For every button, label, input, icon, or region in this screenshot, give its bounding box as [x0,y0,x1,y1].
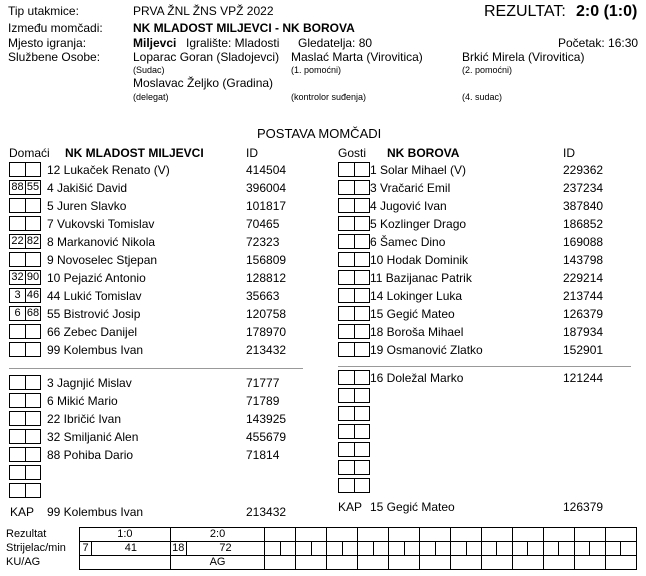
in-minute-box [338,162,354,177]
out-minute-box [25,447,41,462]
fourth-official-role: (4. sudac) [462,92,503,102]
in-minute-box [9,342,25,357]
in-minute-box [338,442,354,457]
player-id: 156809 [246,253,287,267]
scorer-min-cell: 41 [92,542,171,556]
player-id: 126379 [563,307,604,321]
player-id: 120758 [246,307,287,321]
out-minute-box [25,483,41,498]
player-id: 229214 [563,271,604,285]
out-minute-box: 46 [26,289,40,301]
in-minute-box [338,406,354,421]
player-id: 143798 [563,253,604,267]
referee: Loparac Goran (Sladojevci) [133,50,280,64]
player-name: 99 Kolembus Ivan [47,343,144,357]
player-id: 387840 [563,199,604,213]
player-name: 4 Jakišić David [47,181,128,195]
home-side-label: Domaći [9,146,50,160]
result-score: 2:0 (1:0) [576,3,638,20]
controller-role: (kontrolor suđenja) [291,92,367,102]
score-cell: 1:0 [80,528,171,542]
player-id: 143925 [246,412,287,426]
out-minute-box [354,288,370,303]
out-minute-box [354,198,370,213]
out-minute-box [354,342,370,357]
player-id: 72323 [246,235,280,249]
delegate-role: (delegat) [133,92,169,102]
out-minute-box [25,393,41,408]
out-minute-box [354,370,370,385]
player-name: 88 Pohiba Dario [47,448,134,462]
player-id: 186852 [563,217,604,231]
out-minute-box [354,234,370,249]
out-minute-box [354,424,370,439]
player-id: 455679 [246,430,287,444]
player-name: 4 Jugović Ivan [370,199,447,213]
player-id: 237234 [563,181,604,195]
in-minute-box [9,447,25,462]
player-name: 18 Boroša Mihael [370,325,464,339]
home-team-name: NK MLADOST MILJEVCI [65,146,204,160]
out-minute-box [354,270,370,285]
player-name: 22 Ibričić Ivan [47,412,122,426]
player-name: 66 Zebec Danijel [47,325,138,339]
kuag-cell [80,556,171,570]
player-name: 5 Kozlinger Drago [370,217,467,231]
in-minute-box [338,342,354,357]
out-minute-box: 82 [26,235,40,247]
result-row [5,528,637,542]
away-divider [338,366,631,367]
venue: Miljevci [133,36,177,50]
player-name: 10 Hodak Dominik [370,253,469,267]
out-minute-box [354,162,370,177]
in-minute-box [338,270,354,285]
match-type-label: Tip utakmice: [8,4,79,18]
out-minute-box [354,442,370,457]
lineup-title: POSTAVA MOMČADI [257,126,382,141]
player-name: 7 Vukovski Tomislav [47,217,155,231]
away-kap-id: 126379 [563,500,604,514]
in-minute-box [9,162,25,177]
out-minute-box [25,375,41,390]
player-id: 213432 [246,343,287,357]
player-name: 55 Bistrović Josip [47,307,141,321]
in-minute-box [9,375,25,390]
player-id: 71789 [246,394,280,408]
kuag-row [5,556,637,570]
player-name: 14 Lokinger Luka [370,289,463,303]
score-cell: 2:0 [170,528,265,542]
out-minute-box [25,324,41,339]
out-minute-box: 68 [26,307,40,319]
player-id: 178970 [246,325,287,339]
in-minute-box [338,216,354,231]
player-id: 70465 [246,217,280,231]
scorer-row-label: Strijelac/min [6,542,66,554]
in-minute-box: 22 [9,234,25,249]
in-minute-box [338,424,354,439]
in-minute-box [9,216,25,231]
out-minute-box: 90 [26,271,40,283]
out-minute-box [25,198,41,213]
home-id-label: ID [246,146,258,160]
kuag-row-label: KU/AG [6,556,41,568]
player-id: 101817 [246,199,287,213]
player-name: 1 Solar Mihael (V) [370,163,467,177]
out-minute-box [25,162,41,177]
in-minute-box [338,252,354,267]
in-minute-box [338,370,354,385]
out-minute-box [354,324,370,339]
out-minute-box [25,465,41,480]
in-minute-box [338,198,354,213]
in-minute-box [9,465,25,480]
player-name: 16 Doležal Marko [370,371,464,385]
kickoff: Početak: 16:30 [558,36,639,50]
player-id: 169088 [563,235,604,249]
away-id-label: ID [563,146,575,160]
out-minute-box [25,252,41,267]
away-kap-label: KAP [338,500,363,514]
player-id: 121244 [563,371,604,385]
in-minute-box: 88 [9,180,25,195]
delegate: Moslavac Željko (Gradina) [133,76,274,90]
player-name: 10 Pejazić Antonio [47,271,146,285]
match-type: PRVA ŽNL ŽNS VPŽ 2022 [133,4,274,18]
assistant1: Maslać Marta (Virovitica) [291,50,423,64]
out-minute-box [354,460,370,475]
in-minute-box [9,393,25,408]
in-minute-box [9,324,25,339]
result-row-label: Rezultat [6,528,47,540]
venue-label: Mjesto igranja: [8,36,87,50]
scorer-cell: 7 [80,542,92,556]
in-minute-box [338,460,354,475]
player-id: 229362 [563,163,604,177]
player-id: 396004 [246,181,287,195]
officials-label: Službene Osobe: [8,50,101,64]
out-minute-box [354,478,370,493]
kuag-cell: AG [170,556,265,570]
scorer-row [5,542,637,556]
assistant1-role: (1. pomoćni) [291,65,342,75]
in-minute-box [338,234,354,249]
player-id: 128812 [246,271,287,285]
in-minute-box: 6 [9,306,25,321]
player-name: 19 Osmanović Zlatko [370,343,483,357]
out-minute-box: 55 [26,181,40,193]
player-name: 9 Novoselec Stjepan [47,253,158,267]
in-minute-box [9,483,25,498]
events-table [5,527,637,570]
out-minute-box [354,216,370,231]
player-id: 213744 [563,289,604,303]
player-id: 71814 [246,448,280,462]
in-minute-box [338,478,354,493]
player-name: 6 Mikić Mario [47,394,118,408]
player-name: 8 Markanović Nikola [47,235,156,249]
player-id: 187934 [563,325,604,339]
away-side-label: Gosti [338,146,367,160]
out-minute-box [354,388,370,403]
out-minute-box [25,216,41,231]
in-minute-box [338,388,354,403]
player-name: 3 Jagnjić Mislav [47,376,132,390]
player-name: 3 Vračarić Emil [370,181,451,195]
scorer-min-cell: 72 [186,542,265,556]
spectators: Gledatelja: 80 [298,36,373,50]
out-minute-box [25,429,41,444]
out-minute-box [25,342,41,357]
player-name: 11 Bazijanac Patrik [370,271,472,285]
home-divider [9,368,303,369]
in-minute-box [9,411,25,426]
in-minute-box: 32 [9,270,25,285]
player-name: 44 Lukić Tomislav [47,289,142,303]
player-id: 71777 [246,376,280,390]
result-label: REZULTAT: [484,3,566,20]
player-name: 6 Šamec Dino [370,235,446,249]
in-minute-box [338,306,354,321]
away-team-name: NK BOROVA [387,146,460,160]
in-minute-box [9,429,25,444]
assistant2: Brkić Mirela (Virovitica) [462,50,585,64]
teams: NK MLADOST MILJEVCI - NK BOROVA [133,21,355,35]
player-name: 5 Juren Slavko [47,199,127,213]
home-kap-id: 213432 [246,505,287,519]
out-minute-box [354,180,370,195]
out-minute-box [354,306,370,321]
player-name: 12 Lukaček Renato (V) [47,163,170,177]
player-name: 15 Gegić Mateo [370,307,455,321]
away-kap-name: 15 Gegić Mateo [370,500,455,514]
home-kap-name: 99 Kolembus Ivan [47,505,144,519]
in-minute-box [338,288,354,303]
player-name: 32 Smiljanić Alen [47,430,139,444]
ground: Igralište: Mladosti [186,36,280,50]
out-minute-box [354,252,370,267]
in-minute-box [338,180,354,195]
player-id: 152901 [563,343,604,357]
out-minute-box [25,411,41,426]
assistant2-role: (2. pomoćni) [462,65,513,75]
out-minute-box [354,406,370,421]
in-minute-box: 3 [9,288,25,303]
scorer-cell: 18 [172,542,185,554]
in-minute-box [338,324,354,339]
referee-role: (Sudac) [133,65,165,75]
in-minute-box [9,252,25,267]
player-id: 35663 [246,289,280,303]
teams-label: Između momčadi: [8,21,103,35]
player-id: 414504 [246,163,287,177]
in-minute-box [9,198,25,213]
home-kap-label: KAP [10,505,35,519]
